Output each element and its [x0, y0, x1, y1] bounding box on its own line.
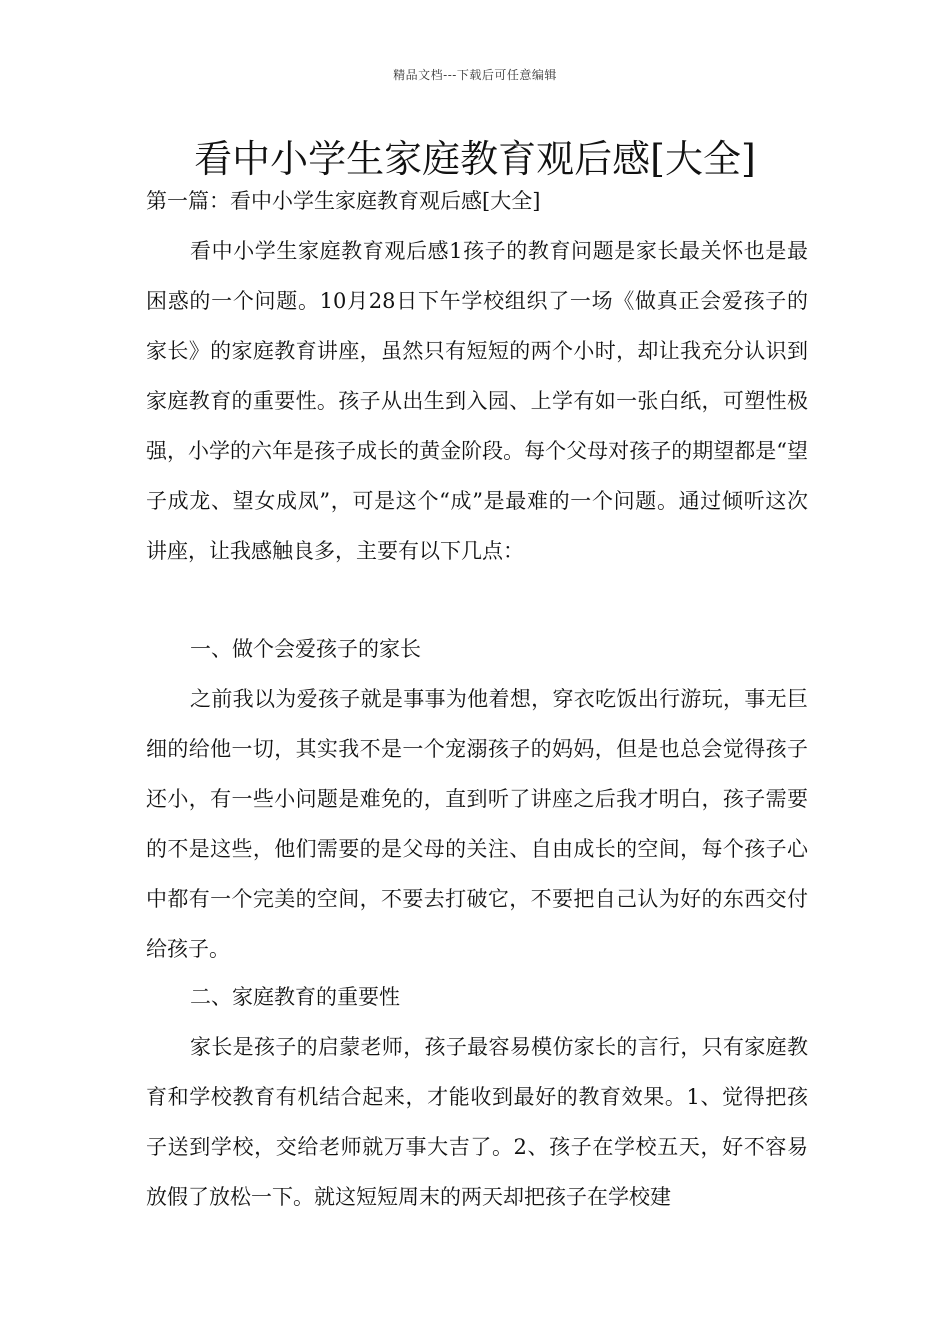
subheading-family-education: 二、家庭教育的重要性: [190, 985, 400, 1009]
paragraph-love-children: 之前我以为爱孩子就是事事为他着想，穿衣吃饭出行游玩，事无巨细的给他一切，其实我不是一个宠溺孩子的妈妈，但是也总会觉得孩子还小，有一些小问题是难免的，直到听了讲座之后我才明白，孩子需要的不是这些，他们需要的是父母的关注、自由成长的空间，每个孩子心中都有一个完美的空间，不要去打破它，不要把自己认为好的东西交付给孩子。: [146, 687, 808, 961]
header-note: 精品文档---下载后可任意编辑: [393, 68, 557, 82]
paragraph-intro: 看中小学生家庭教育观后感1孩子的教育问题是家长最关怀也是最困惑的一个问题。10月28日下午学校组织了一场《做真正会爱孩子的家长》的家庭教育讲座，虽然只有短短的两个小时，却让我充分认识到家庭教育的重要性。孩子从出生到入园、上学有如一张白纸，可塑性极强，小学的六年是孩子成长的黄金阶段。每个父母对孩子的期望都是“望子成龙、望女成凤”，可是这个“成”是最难的一个问题。通过倾听这次讲座，让我感触良多，主要有以下几点：: [146, 239, 808, 563]
subheading-love-children: 一、做个会爱孩子的家长: [190, 637, 421, 661]
section-heading: 第一篇：看中小学生家庭教育观后感[大全]: [146, 189, 541, 213]
paragraph-family-education: 家长是孩子的启蒙老师，孩子最容易模仿家长的言行，只有家庭教育和学校教育有机结合起来，才能收到最好的教育效果。1、觉得把孩子送到学校，交给老师就万事大吉了。2、孩子在学校五天，好不容易放假了放松一下。就这短短周末的两天却把孩子在学校建: [146, 1035, 808, 1209]
document-title: 看中小学生家庭教育观后感[大全]: [194, 137, 756, 181]
